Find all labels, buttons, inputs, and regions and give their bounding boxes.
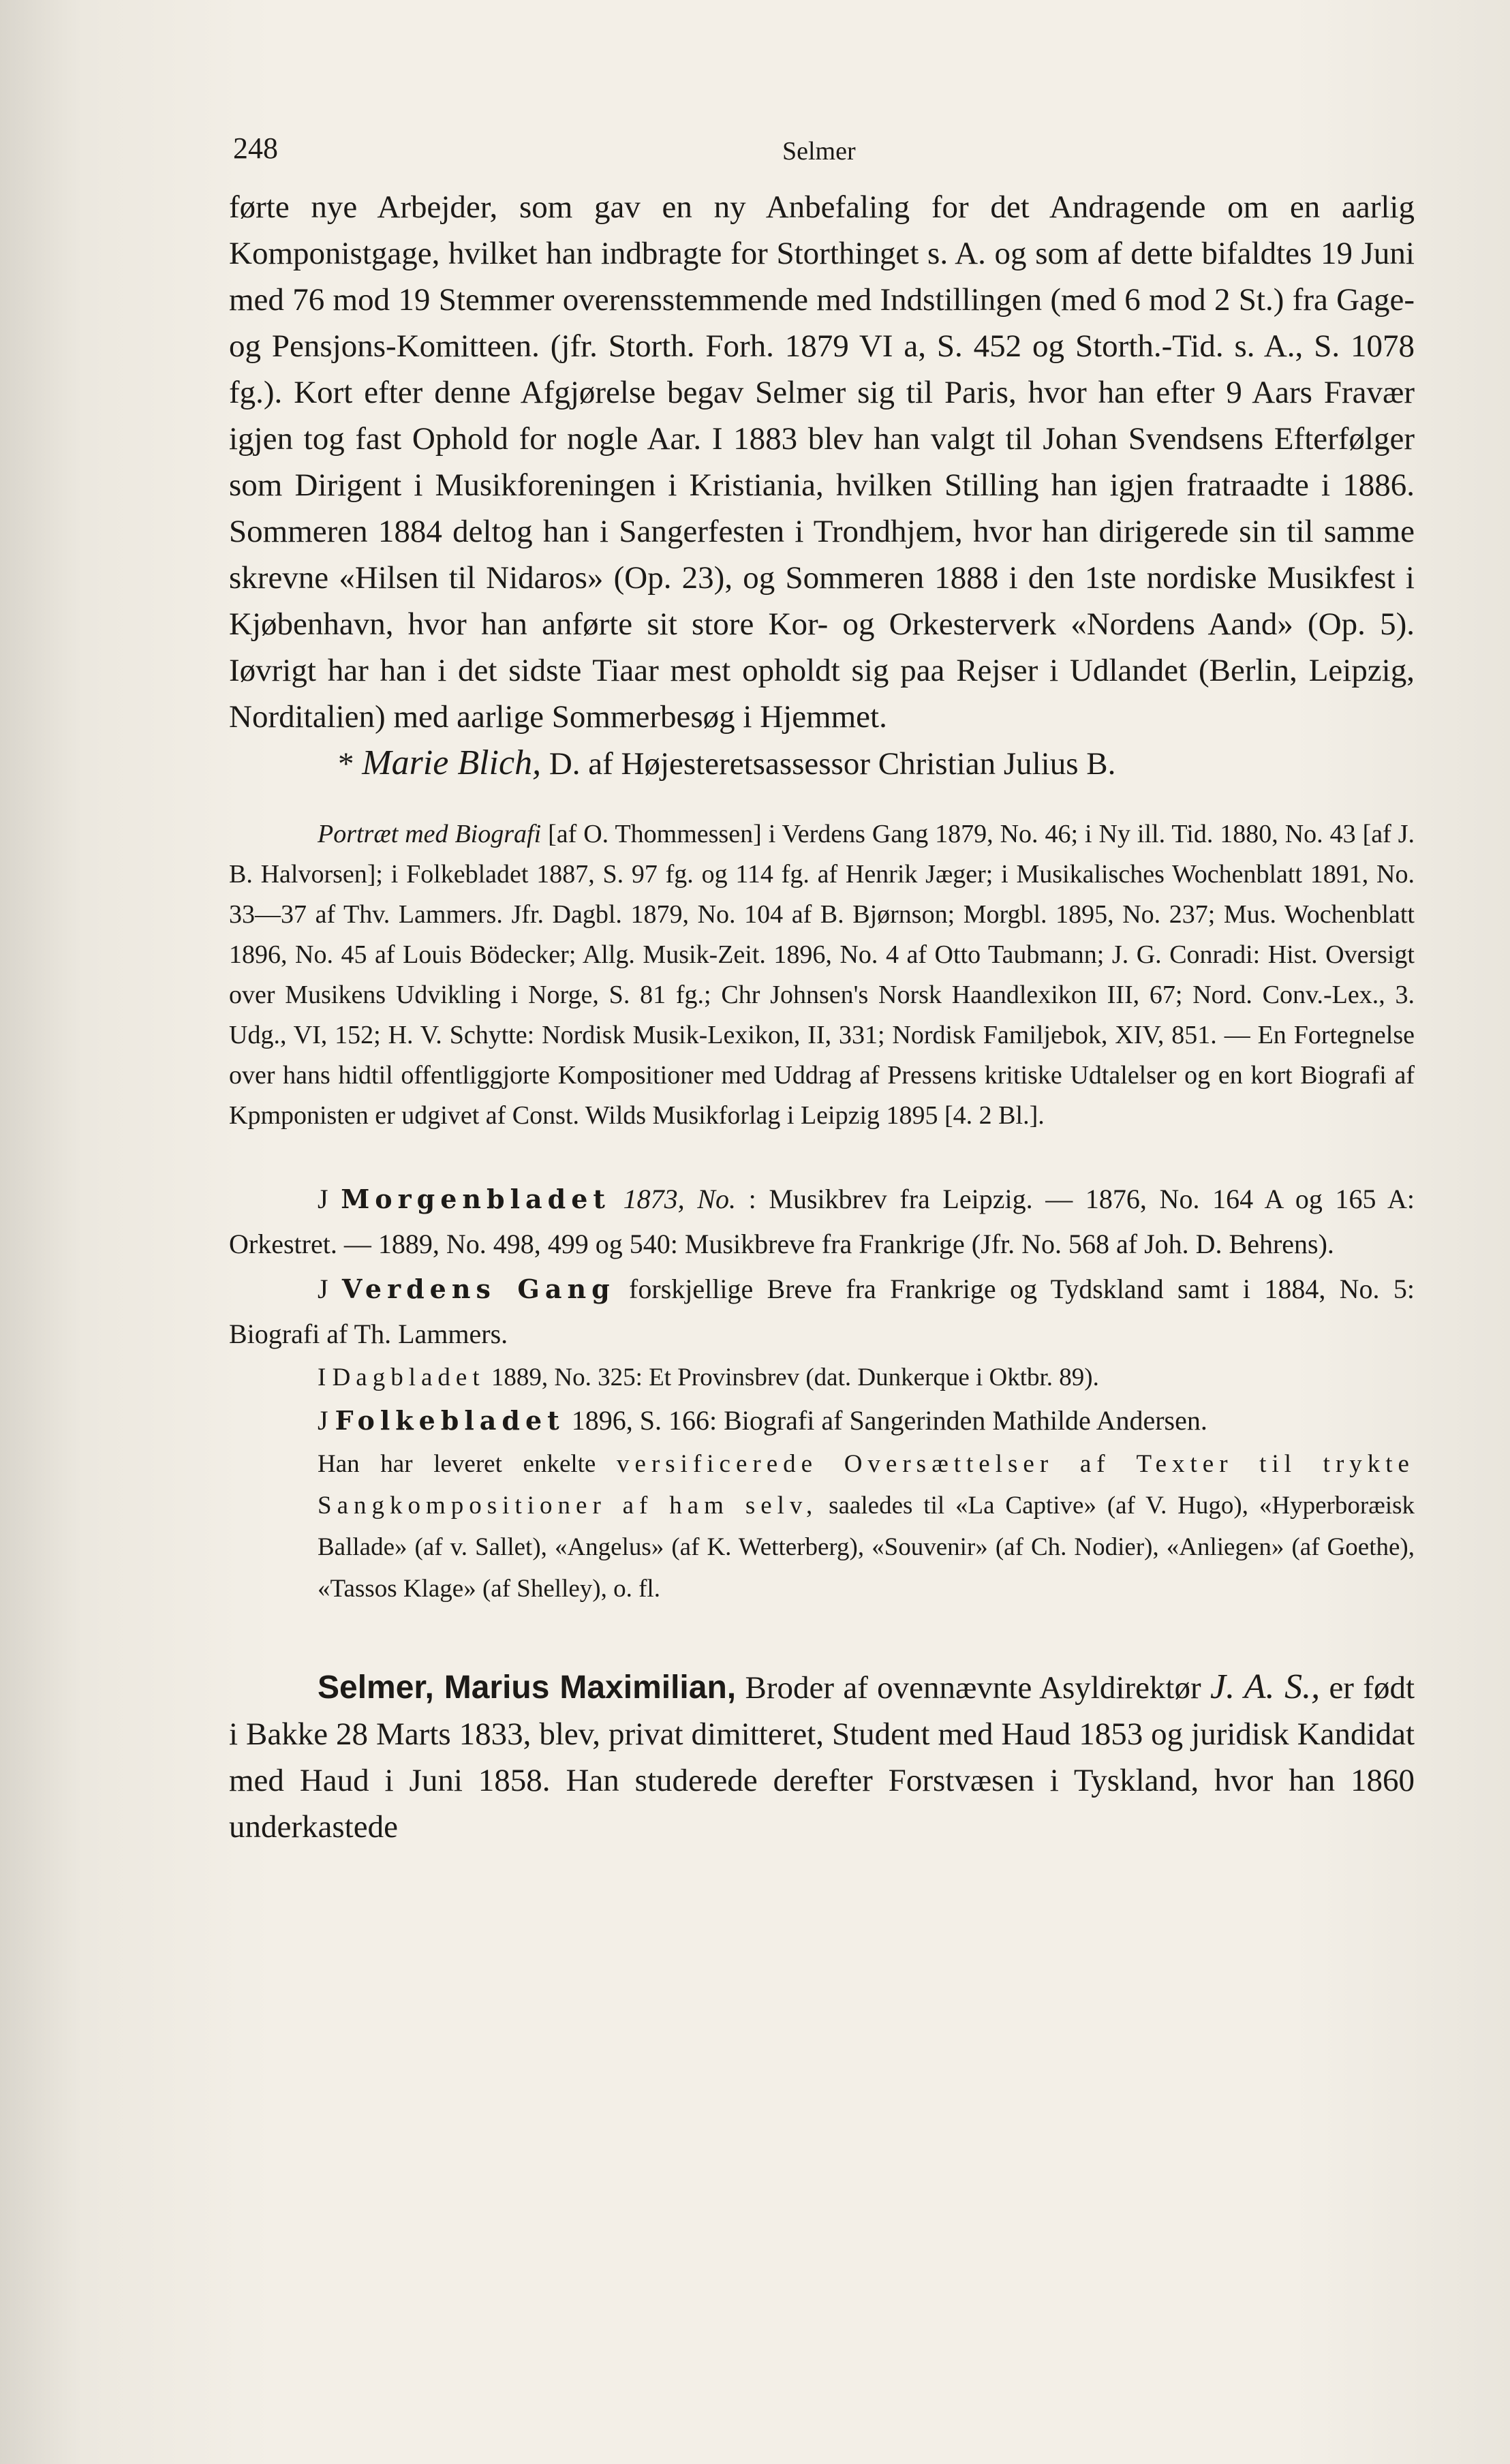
note-part: 1873, No.: [610, 1184, 749, 1214]
sources-block: [229, 814, 1415, 1136]
note-morgenbladet: [229, 1177, 1415, 1267]
note-verdens-gang: [229, 1267, 1415, 1357]
press-notes: [229, 1177, 1415, 1610]
note-folkebladet: [229, 1398, 1415, 1443]
entry-text-cont: er født i Bakke 28 Marts 1833, blev, privat dimitteret, Student med Haud 1853 og juridisk Kandidat med Haud i Juni 1858. Han studerede derefter Forstvæsen i Tyskland, hvor han 1860 underkastede: [229, 1670, 1415, 1845]
note-text: forskjellige Breve fra Frankrige og Tydskland samt i 1884, No. 5: Biografi af Th. Lammers.: [229, 1274, 1415, 1349]
entry-initials: J. A. S.,: [1209, 1667, 1321, 1706]
note-dagbladet: [229, 1357, 1415, 1398]
note-lead: J: [318, 1274, 342, 1304]
note-text: 1889, No. 325: Et Provinsbrev (dat. Dunkerque i Oktbr. 89).: [484, 1364, 1099, 1391]
spaced-phrase: versificerede Oversættelser af Texter til trykte Sangkompositioner af ham selv,: [318, 1450, 1415, 1520]
note-text: saaledes til «La Captive» (af V. Hugo), «Hyperboræisk Ballade» (af v. Sallet), «Angelus» (af K. Wetterberg), «Souvenir» (af Ch. Nodier), «Anliegen» (af Goethe), «Tassos Klage» (af Shelley), o. fl.: [318, 1492, 1415, 1603]
star-mark: *: [338, 746, 354, 782]
note-text: : Musikbrev fra Leipzig. — 1876, No. 164 A og 165 A: Orkestret. — 1889, No. 498, 499 og 540: Musikbreve fra Frankrige (Jfr. No. 568 af Joh. D. Behrens).: [229, 1184, 1415, 1259]
blich-text: D. af Højesteretsassessor Christian Julius B.: [541, 746, 1116, 782]
paper-title: Morgenbladet: [341, 1184, 611, 1214]
entry-marius-selmer: [229, 1664, 1415, 1850]
blich-line: [229, 740, 1415, 787]
biography-continuation: [229, 184, 1415, 787]
blich-name: Marie Blich,: [362, 743, 542, 782]
note-text: 1896, S. 166: Biografi af Sangerinden Mathilde Andersen.: [564, 1405, 1207, 1436]
main-paragraph: førte nye Arbejder, som gav en ny Anbefaling for det Andragende om en aarlig Komponistgage, hvilket han indbragte for Storthinget s. A. og som af dette bifaldtes 19 Juni med 76 mod 19 Stemmer overensstemmende med Indstillingen (med 6 mod 2 St.) fra Gage- og Pensjons-Komitteen. (jfr. Storth. Forh. 1879 VI a, S. 452 og Storth.-Tid. s. A., S. 1078 fg.). Kort efter denne Afgjørelse begav Selmer sig til Paris, hvor han efter 9 Aars Fravær igjen tog fast Ophold for nogle Aar. I 1883 blev han valgt til Johan Svendsens Efterfølger som Dirigent i Musikforeningen i Kristiania, hvilken Stilling han igjen fratraadte i 1886. Sommeren 1884 deltog han i Sangerfesten i Trondhjem, hvor han dirigerede sin til samme skrevne «Hilsen til Nidaros» (Op. 23), og Sommeren 1888 i den 1ste nordiske Musikfest i Kjøbenhavn, hvor han anførte sit store Kor- og Orkesterverk «Nordens Aand» (Op. 5). Iøvrigt har han i det sidste Tiaar mest opholdt sig paa Rejser i Udlandet (Berlin, Leipzig, Norditalien) med aarlige Sommerbesøg i Hjemmet.: [229, 189, 1415, 735]
running-head: Selmer: [782, 137, 856, 166]
paper-title: Verdens Gang: [341, 1274, 615, 1304]
page-number: 248: [233, 132, 278, 165]
page-content: [229, 123, 1415, 1850]
sources-lead: Portræt med Biografi: [318, 820, 542, 848]
note-lead: J: [318, 1184, 341, 1214]
entry-heading: Selmer, Marius Maximilian,: [318, 1669, 737, 1706]
page-header: [229, 123, 1415, 184]
note-lead: J: [318, 1405, 335, 1436]
paper-title: Folkebladet: [335, 1405, 565, 1436]
note-translations: [229, 1443, 1415, 1610]
entry-text: Broder af ovennævnte Asyldirektør: [736, 1670, 1210, 1706]
paper-title: Dagbladet: [332, 1364, 485, 1391]
note-lead: Han har leveret enkelte: [318, 1450, 617, 1478]
note-lead: I: [318, 1364, 333, 1391]
sources-text: [af O. Thommessen] i Verdens Gang 1879, No. 46; i Ny ill. Tid. 1880, No. 43 [af J. B. Halvorsen]; i Folkebladet 1887, S. 97 fg. og 114 fg. af Henrik Jæger; i Musikalisches Wochenblatt 1891, No. 33—37 af Thv. Lammers. Jfr. Dagbl. 1879, No. 104 af B. Bjørnson; Morgbl. 1895, No. 237; Mus. Wochenblatt 1896, No. 45 af Louis Bödecker; Allg. Musik-Zeit. 1896, No. 4 af Otto Taubmann; J. G. Conradi: Hist. Oversigt over Musikens Udvikling i Norge, S. 81 fg.; Chr Johnsen's Norsk Haandlexikon III, 67; Nord. Conv.-Lex., 3. Udg., VI, 152; H. V. Schytte: Nordisk Musik-Lexikon, II, 331; Nordisk Familjebok, XIV, 851. — En Fortegnelse over hans hidtil offentliggjorte Kompositioner med Uddrag af Pressens kritiske Udtalelser og en kort Biografi af Kpmponisten er udgivet af Const. Wilds Musikforlag i Leipzig 1895 [4. 2 Bl.].: [229, 820, 1415, 1130]
